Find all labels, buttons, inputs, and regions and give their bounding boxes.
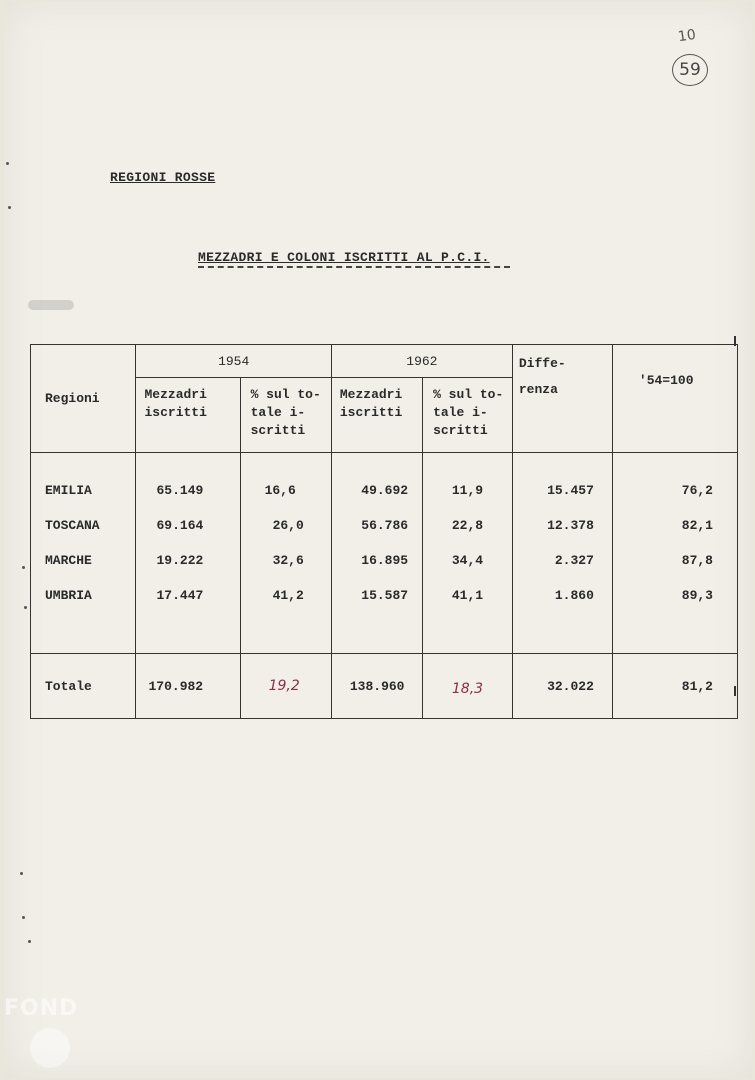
header-percent-1962: % sul to- tale i- scritti xyxy=(423,378,513,453)
header-mezzadri-1962: Mezzadri iscritti xyxy=(331,378,422,453)
total-differenza: 32.022 xyxy=(512,654,612,719)
cell-value: 11,9 xyxy=(451,483,484,498)
cell-value: 15.457 xyxy=(547,483,594,498)
cell-value: 41,1 xyxy=(451,588,484,603)
cell-value: 65.149 xyxy=(156,483,204,498)
column-percent-1962 xyxy=(423,453,513,654)
total-mezzadri-1954: 170.982 xyxy=(136,654,240,719)
cell-value: 1.860 xyxy=(554,588,594,603)
header-index: '54=100 xyxy=(612,345,737,453)
header-year-1962: 1962 xyxy=(331,345,512,378)
header-regioni: Regioni xyxy=(31,345,136,453)
table-title: MEZZADRI E COLONI ISCRITTI AL P.C.I. xyxy=(198,250,490,265)
column-differenza xyxy=(512,453,612,654)
cell-value: 49.692 xyxy=(361,483,409,498)
region-label: MARCHE xyxy=(45,553,92,568)
cell-value: 16.895 xyxy=(361,553,409,568)
region-label: TOSCANA xyxy=(45,518,100,533)
archive-watermark: FOND xyxy=(4,996,79,1021)
data-table xyxy=(30,344,738,719)
margin-dot xyxy=(6,162,9,165)
cell-value: 26,0 xyxy=(272,518,304,533)
cell-value: 17.447 xyxy=(156,588,204,603)
cell-value: 82,1 xyxy=(681,518,713,533)
ink-smudge xyxy=(28,300,74,310)
column-mezzadri-1962 xyxy=(331,453,422,654)
title-double-underline xyxy=(198,266,510,268)
section-heading: REGIONI ROSSE xyxy=(110,170,216,185)
column-mezzadri-1954 xyxy=(136,453,240,654)
header-mezzadri-1954: Mezzadri iscritti xyxy=(136,378,240,453)
cell-value: 19.222 xyxy=(156,553,204,568)
total-row xyxy=(31,654,738,719)
cell-value: 15.587 xyxy=(361,588,409,603)
total-mezzadri-1962: 138.960 xyxy=(331,654,422,719)
region-label: UMBRIA xyxy=(45,588,92,603)
cell-value: 12.378 xyxy=(547,518,594,533)
total-index: 81,2 xyxy=(612,654,737,719)
cell-value: 56.786 xyxy=(361,518,409,533)
cell-value: 69.164 xyxy=(156,518,204,533)
column-index xyxy=(612,453,737,654)
total-percent-1962-handwritten: 18,3 xyxy=(423,654,513,719)
column-percent-1954 xyxy=(240,453,331,654)
cell-value: 2.327 xyxy=(554,553,594,568)
cell-value: 41,2 xyxy=(272,588,304,603)
watermark-logo xyxy=(30,1028,70,1068)
cell-value: 76,2 xyxy=(681,483,713,498)
total-label: Totale xyxy=(31,654,136,719)
cell-value: 89,3 xyxy=(681,588,713,603)
cell-value: 22,8 xyxy=(451,518,484,533)
archive-stamp-number: 59 xyxy=(672,54,708,86)
archive-page-number: 10 xyxy=(676,26,697,46)
margin-dot xyxy=(22,566,25,569)
region-label: EMILIA xyxy=(45,483,92,498)
header-year-1954: 1954 xyxy=(136,345,331,378)
cell-value: 34,4 xyxy=(451,553,484,568)
margin-dot xyxy=(24,606,27,609)
header-percent-1954: % sul to- tale i- scritti xyxy=(240,378,331,453)
margin-dot xyxy=(20,872,23,875)
cell-value: 87,8 xyxy=(681,553,713,568)
margin-dot xyxy=(28,940,31,943)
cell-value: 16,6 xyxy=(264,483,296,498)
column-regions xyxy=(31,453,136,654)
total-percent-1954-handwritten: 19,2 xyxy=(240,654,331,719)
cell-value: 32,6 xyxy=(272,553,304,568)
margin-dot xyxy=(8,206,11,209)
header-differenza: Diffe- renza xyxy=(512,345,612,453)
margin-dot xyxy=(22,916,25,919)
